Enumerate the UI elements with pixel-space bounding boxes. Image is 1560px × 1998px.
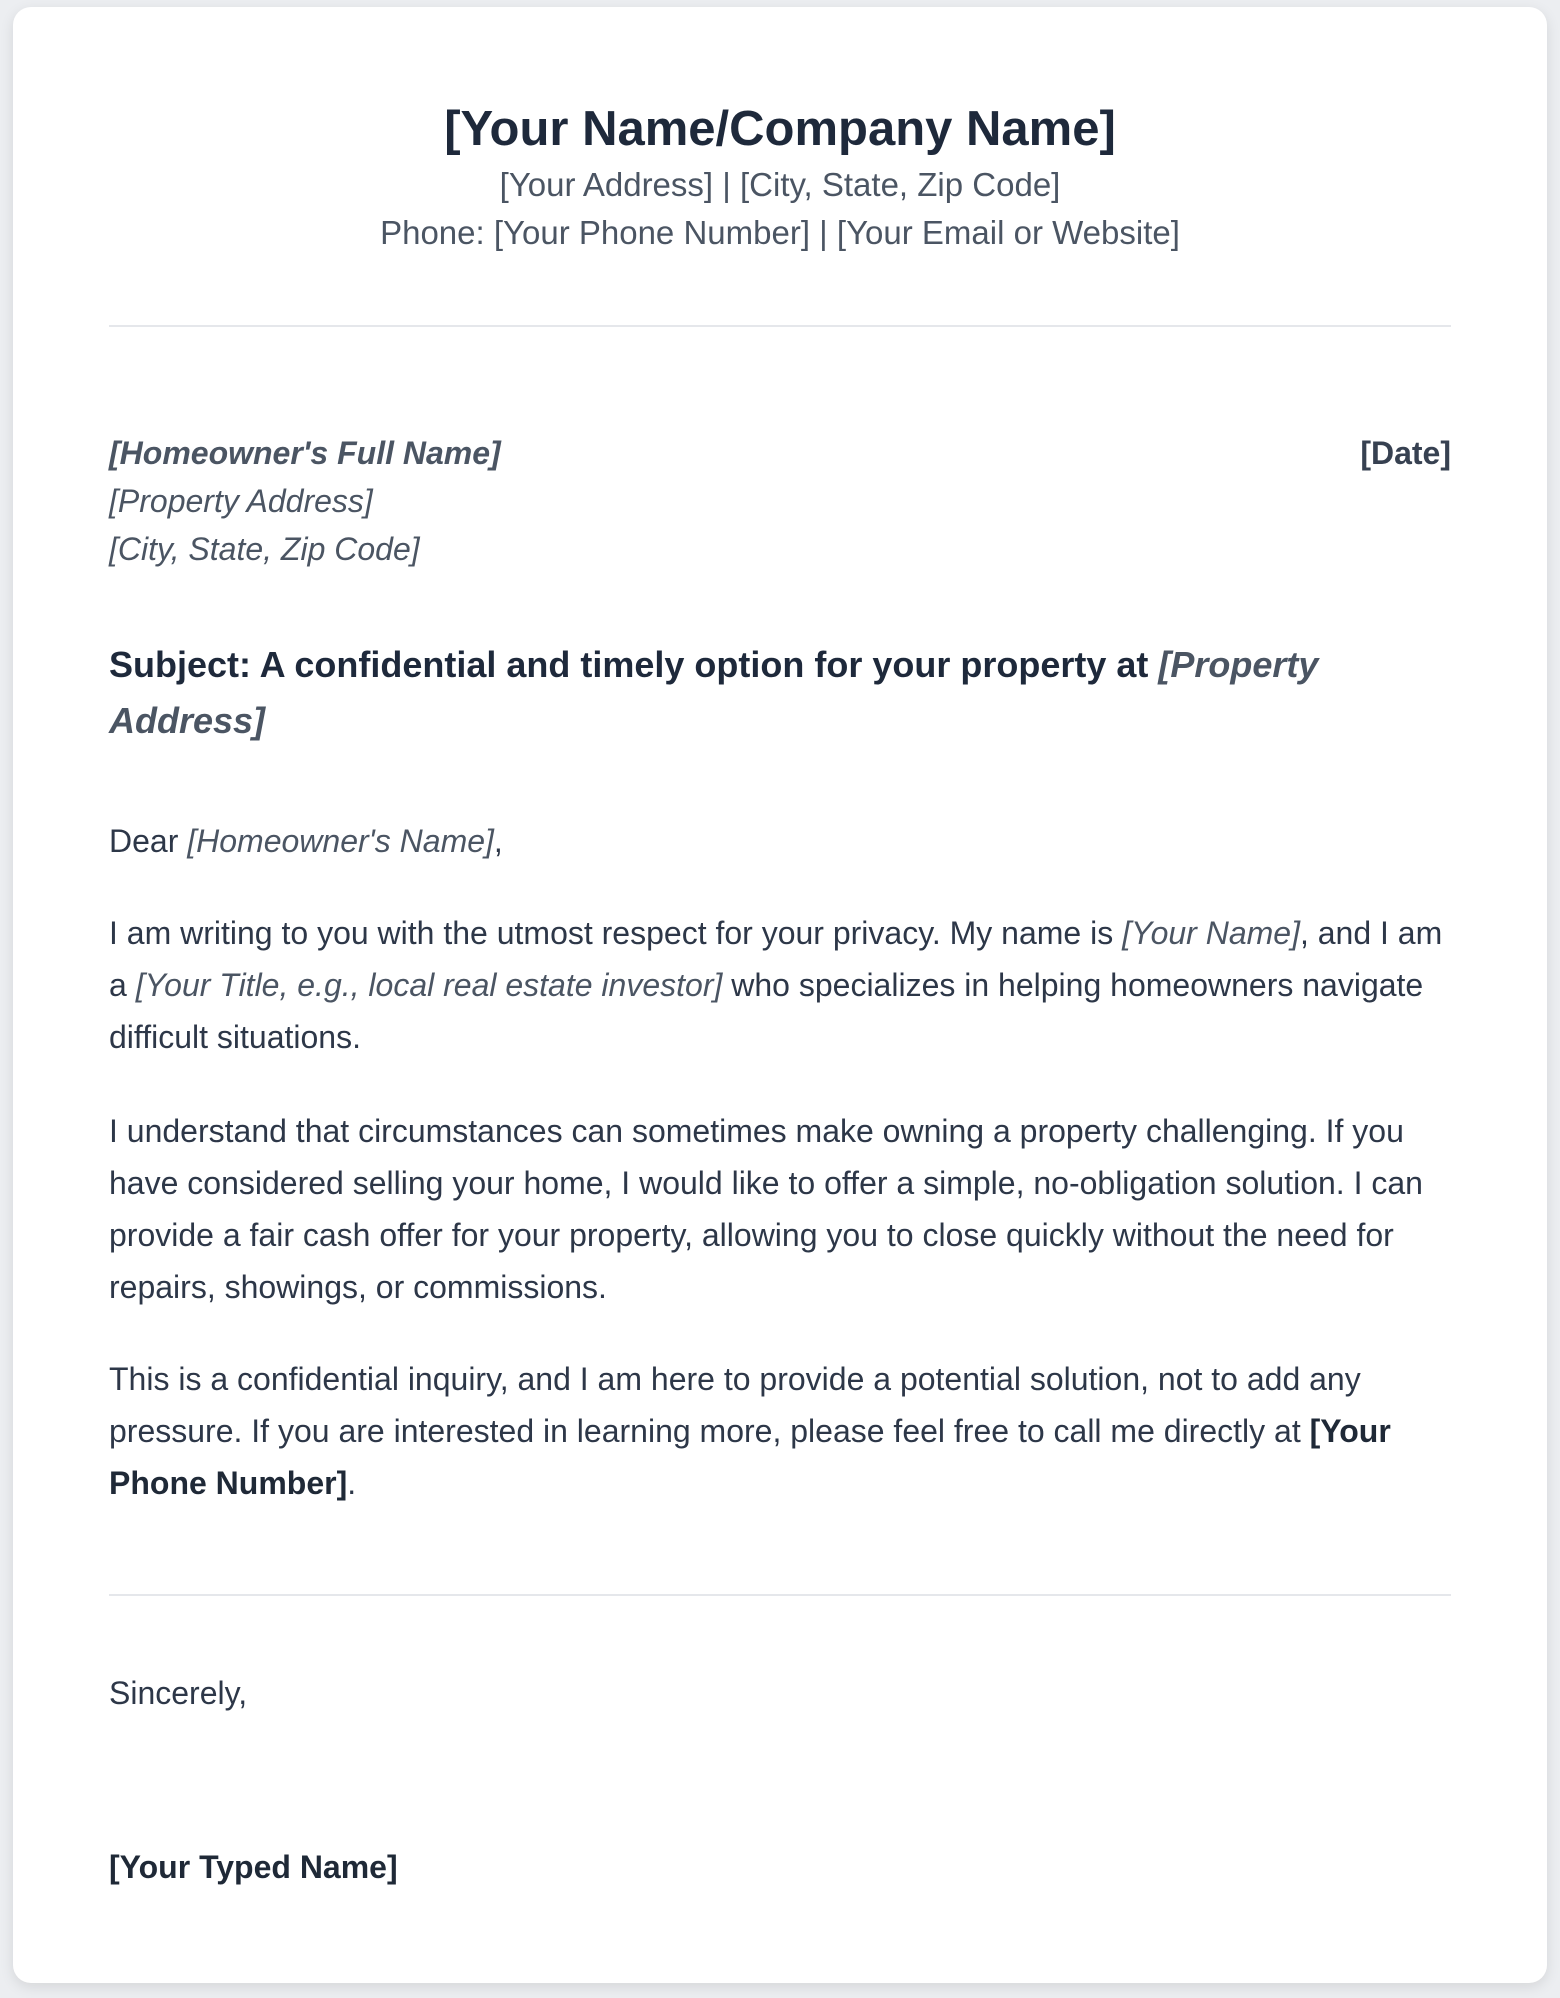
paragraph-contact <box>109 1353 1451 1509</box>
header-divider <box>109 325 1451 327</box>
subject-line <box>109 637 1451 749</box>
sender-contact: Phone: [Your Phone Number] | [Your Email or Website] <box>380 214 1180 251</box>
closing-divider <box>109 1594 1451 1596</box>
subject-text: Subject: A confidential and timely option for your property at <box>109 644 1159 685</box>
paragraph-offer: I understand that circumstances can sometimes make owning a property challenging. If you have considered selling your home, I would like to offer a simple, no-obligation solution. I can provide a fair cash offer for your property, allowing you to close quickly without the need for repairs, showings, or commissions. <box>109 1113 1423 1305</box>
paragraph-contact-phone: [Your Phone Number] <box>109 1413 1391 1501</box>
paragraph-intro-title: [Your Title, e.g., local real estate investor] <box>135 967 723 1003</box>
letterhead <box>109 97 1451 257</box>
paragraph-contact-end: . <box>347 1465 357 1501</box>
salutation-name: [Homeowner's Name] <box>187 823 494 859</box>
recipient-name: [Homeowner's Full Name] <box>109 435 501 471</box>
recipient-block <box>109 429 501 573</box>
subject-placeholder: [Property Address] <box>109 644 1319 741</box>
recipient-city-state-zip: [City, State, Zip Code] <box>109 531 420 567</box>
salutation-prefix: Dear <box>109 823 188 859</box>
paragraph-contact-text: This is a confidential inquiry, and I am here to provide a potential solution, not to add any pressure. If you are interested in learning more, please feel free to call me directly at <box>109 1361 1361 1449</box>
company-name: [Your Name/Company Name] <box>444 102 1116 156</box>
sender-address: [Your Address] | [City, State, Zip Code] <box>499 166 1061 203</box>
paragraph-intro-name: [Your Name] <box>1122 915 1300 951</box>
letter-date: [Date] <box>1360 435 1451 471</box>
paragraph-intro <box>109 907 1451 1063</box>
paragraph-intro-part3: who specializes in helping homeowners navigate difficult situations. <box>109 967 1424 1055</box>
closing: Sincerely, <box>109 1675 248 1711</box>
salutation-suffix: , <box>493 823 503 859</box>
recipient-address: [Property Address] <box>109 483 373 519</box>
salutation <box>109 815 1451 867</box>
paragraph-intro-part1: I am writing to you with the utmost respect for your privacy. My name is <box>109 915 1123 951</box>
paragraph-intro-part2: , and I am a <box>109 915 1443 1003</box>
signature-name: [Your Typed Name] <box>109 1849 398 1885</box>
letter-sheet <box>13 7 1547 1983</box>
